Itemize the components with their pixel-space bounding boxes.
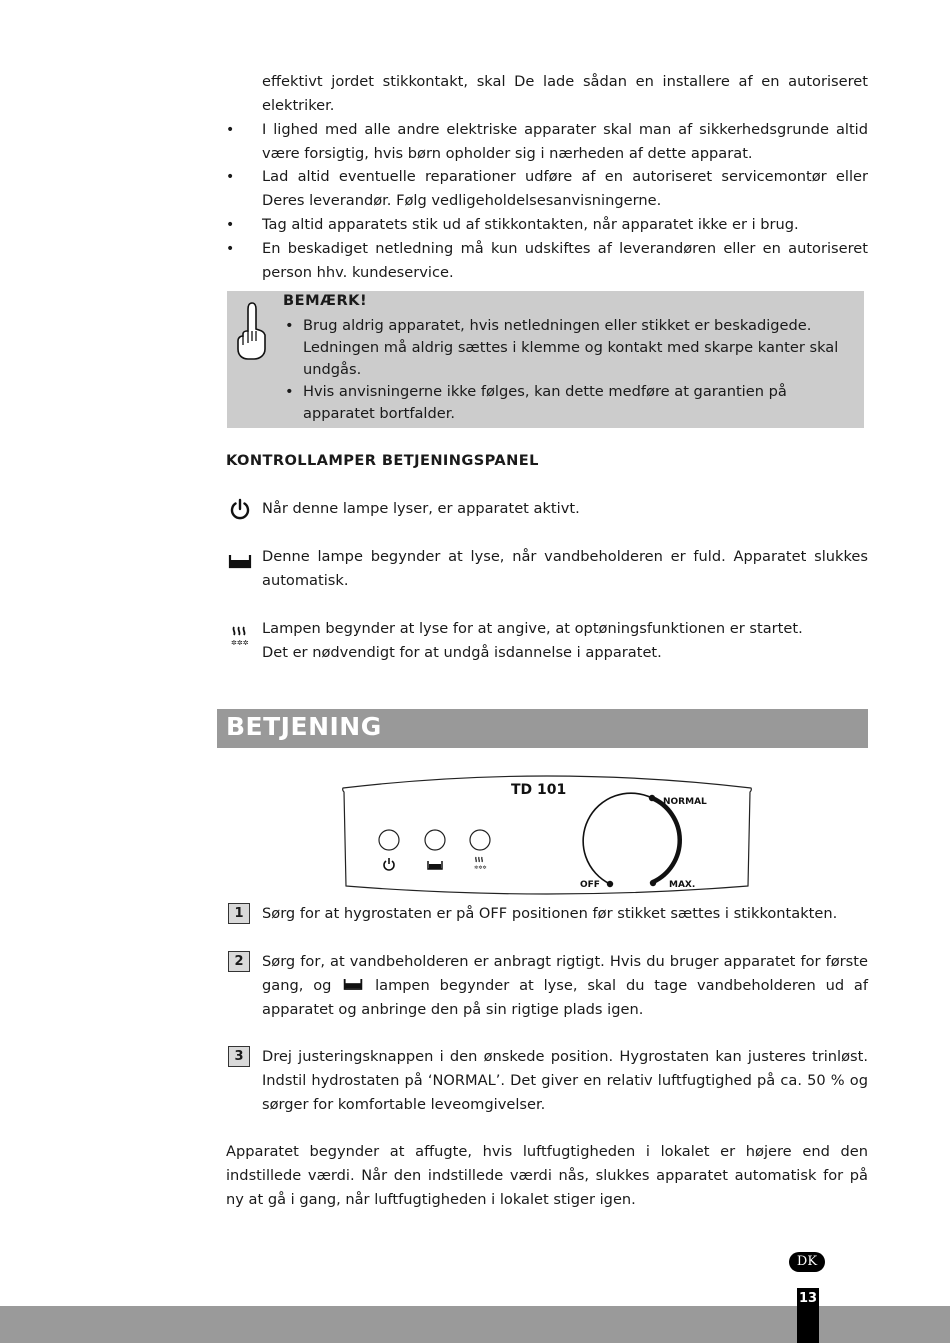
indicator-defrost-line2: Det er nødvendigt for at undgå isdannelse i apparatet. bbox=[262, 644, 662, 661]
note-item: • Hvis anvisningerne ikke følges, kan dette medføre at garantien på apparatet bortfalder. bbox=[285, 383, 787, 422]
closing-paragraph: Apparatet begynder at affugte, hvis luftfugtigheden i lokalet er højere end den indstillede værdi. Når den indstillede værdi nås, slukkes apparatet automatisk for på ny at gå i gang, når luftfugtigheden i lokalet stiger igen. bbox=[226, 1143, 868, 1208]
tank-full-icon bbox=[343, 977, 363, 991]
pointing-hand-icon bbox=[235, 301, 269, 363]
bullet-dot: • bbox=[226, 241, 235, 257]
indicator-tank-text: Denne lampe begynder at lyse, når vandbeholderen er fuld. Apparatet slukkes automatisk. bbox=[262, 548, 868, 589]
intro-continuation: effektivt jordet stikkontakt, skal De lade sådan en installere af en autoriseret elektriker. bbox=[262, 73, 868, 114]
intro-bullet-2: Lad altid eventuelle reparationer udføre af en autoriseret servicemontør eller Deres leverandør. Følg vedligeholdelsesanvisningerne. bbox=[262, 168, 868, 209]
svg-text:✲✲✲: ✲✲✲ bbox=[231, 639, 249, 647]
step-3-text: Drej justeringsknappen i den ønskede position. Hygrostaten kan justeres trinløst. Indstil hydrostaten på ‘NORMAL’. Det giver en relativ luftfugtighed på ca. 50 % og sørger for komfortable leveomgivelser. bbox=[262, 1048, 868, 1113]
control-panel-diagram bbox=[340, 770, 754, 896]
step-number: 1 bbox=[228, 903, 250, 924]
step-number: 2 bbox=[228, 951, 250, 972]
dial-marker-max bbox=[650, 880, 656, 886]
intro-bullet-4: En beskadiget netledning må kun udskiftes af leverandøren eller en autoriseret person hhv. kundeservice. bbox=[262, 240, 868, 281]
indicator-lamp-defrost bbox=[470, 830, 490, 850]
tank-full-icon bbox=[228, 549, 252, 573]
indicator-lamp-tank bbox=[425, 830, 445, 850]
note-list bbox=[283, 315, 843, 425]
step-2-text bbox=[262, 950, 868, 1022]
language-badge: DK bbox=[789, 1252, 825, 1272]
intro-bullet-1: I lighed med alle andre elektriske apparater skal man af sikkerhedsgrunde altid være forsigtig, hvis børn opholder sig i nærheden af dette apparat. bbox=[262, 121, 868, 162]
dial-label-normal: NORMAL bbox=[663, 797, 707, 807]
note-title: BEMÆRK! bbox=[283, 292, 368, 309]
note-item: • Brug aldrig apparatet, hvis netledningen eller stikket er beskadigede. Ledningen må aldrig sættes i klemme og kontakt med skarpe kanter skal undgås. bbox=[285, 317, 839, 378]
dial-label-off: OFF bbox=[580, 880, 600, 890]
panel-model: TD 101 bbox=[511, 782, 567, 798]
bullet-dot: • bbox=[226, 169, 235, 185]
indicators-heading: KONTROLLAMPER BETJENINGSPANEL bbox=[226, 452, 539, 469]
indicator-lamp-power bbox=[379, 830, 399, 850]
section-title: BETJENING bbox=[226, 712, 382, 741]
svg-text:✲✲✲: ✲✲✲ bbox=[474, 865, 487, 871]
section-header bbox=[217, 709, 868, 748]
dial-marker-normal bbox=[649, 795, 655, 801]
note-item-text: Brug aldrig apparatet, hvis netledningen eller stikket er beskadigede. Ledningen må aldrig sættes i klemme og kontakt med skarpe kanter skal undgås. bbox=[303, 317, 839, 378]
defrost-icon bbox=[228, 625, 252, 649]
dial-label-max: MAX. bbox=[669, 880, 696, 890]
dial-marker-off bbox=[607, 881, 613, 887]
indicator-defrost-line1: Lampen begynder at lyse for at angive, at optøningsfunktionen er startet. bbox=[262, 620, 803, 637]
note-item-text: Hvis anvisningerne ikke følges, kan dette medføre at garantien på apparatet bortfalder. bbox=[303, 383, 787, 422]
step-2-text-b: lampen begynder at lyse, skal du tage vandbeholderen ud af apparatet og anbringe den på sin rigtige plads igen. bbox=[262, 977, 869, 1018]
page-number: 13 bbox=[797, 1288, 819, 1343]
intro-bullet-3: Tag altid apparatets stik ud af stikkontakten, når apparatet ikke er i brug. bbox=[262, 216, 799, 233]
power-icon bbox=[228, 497, 252, 521]
step-1-text: Sørg for at hygrostaten er på OFF positionen før stikket sættes i stikkontakten. bbox=[262, 905, 838, 922]
step-number: 3 bbox=[228, 1046, 250, 1067]
bullet-dot: • bbox=[226, 217, 235, 233]
bullet-dot: • bbox=[226, 122, 235, 138]
indicator-power-text: Når denne lampe lyser, er apparatet aktivt. bbox=[262, 500, 580, 517]
step-2-text-a: Sørg for, at vandbeholderen er anbragt rigtigt. Hvis du bruger apparatet for første gang, og bbox=[262, 953, 868, 994]
note-box bbox=[227, 291, 864, 428]
